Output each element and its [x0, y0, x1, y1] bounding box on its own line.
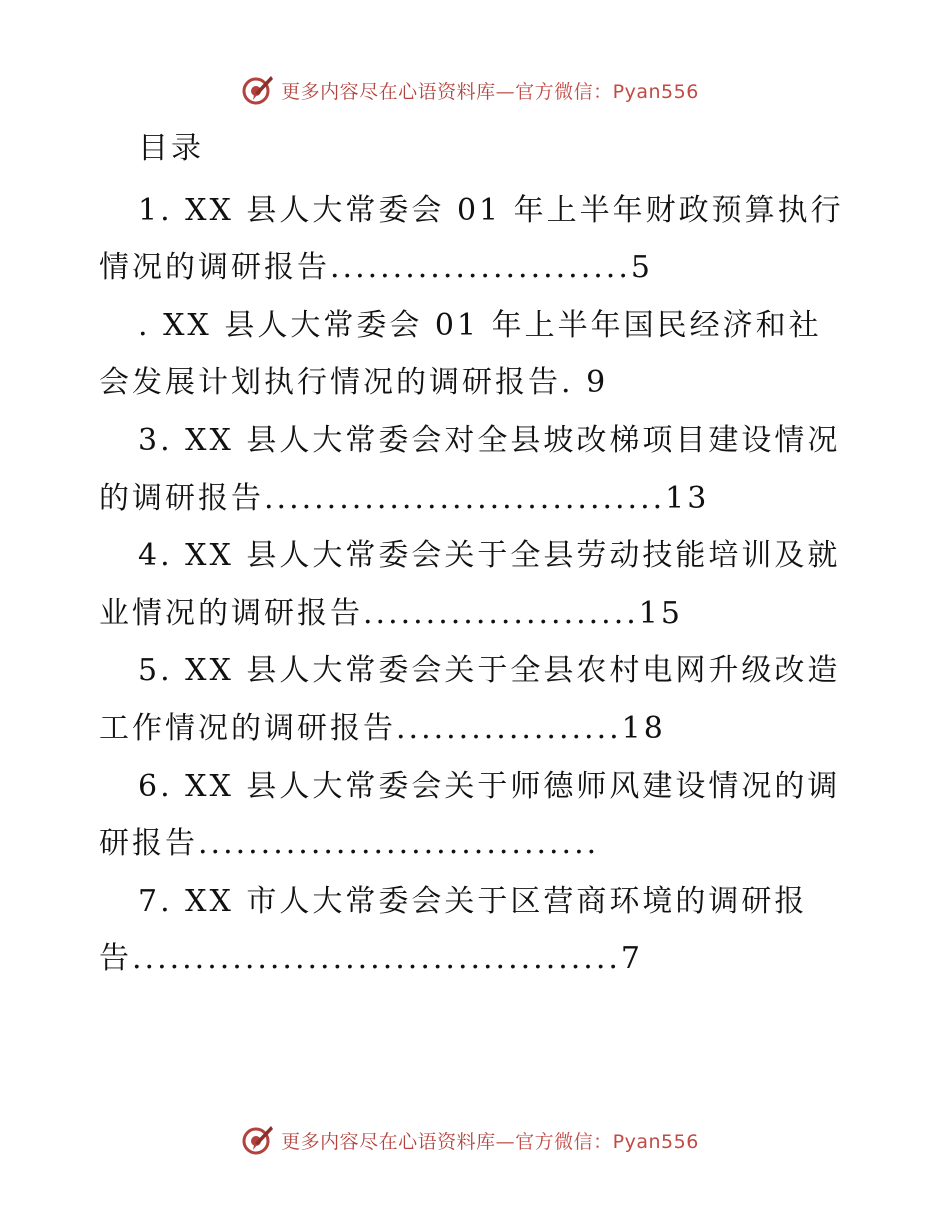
toc-entry-2: . XX 县人大常委会 01 年上半年国民经济和社会发展计划执行情况的调研报告. 9: [99, 307, 822, 401]
banner-site-name: 更多内容尽在心语资料库: [281, 80, 496, 103]
banner-wechat: 官方微信：Pyan556: [515, 80, 699, 103]
toc-entry-6: 6. XX 县人大常委会关于师德师风建设情况的调研报告................................: [99, 768, 841, 862]
toc-entry-4: 4. XX 县人大常委会关于全县劳动技能培训及就业情况的调研报告......................15: [99, 538, 841, 631]
banner-separator: —: [495, 80, 516, 103]
toc-entry-3: 3. XX 县人大常委会对全县坡改梯项目建设情况的调研报告................................13: [99, 422, 841, 516]
header-watermark-banner: [0, 70, 950, 110]
toc-title: 目录: [138, 131, 204, 166]
footer-watermark-banner: [0, 1120, 950, 1160]
banner-site-name: 更多内容尽在心语资料库: [281, 1130, 496, 1153]
toc-entry-7: 7. XX 市人大常委会关于区营商环境的调研报告.......................................7: [99, 883, 808, 977]
banner-wechat: 官方微信：Pyan556: [515, 1130, 699, 1153]
toc-entry-5: 5. XX 县人大常委会关于全县农村电网升级改造工作情况的调研报告..................18: [99, 653, 841, 746]
quill-logo-icon: [241, 73, 275, 107]
quill-logo-icon: [241, 1123, 275, 1157]
toc-entry-1: 1. XX 县人大常委会 01 年上半年财政预算执行情况的调研报告........................5: [99, 192, 844, 286]
banner-separator: —: [495, 1130, 516, 1153]
table-of-contents: [99, 120, 854, 988]
